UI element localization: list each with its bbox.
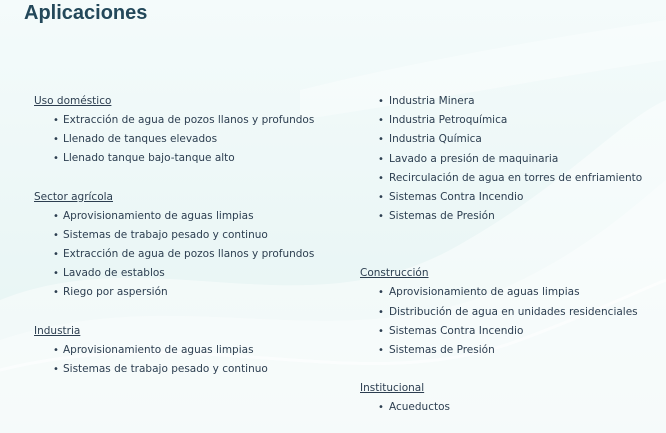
list-construccion <box>360 283 660 360</box>
list-item: • Sistemas Contra Incendio <box>360 188 660 207</box>
list-item: • Sistemas de Presión <box>360 207 660 226</box>
section-title-construccion[interactable]: Construcción <box>360 267 429 280</box>
list-institucional <box>360 398 660 417</box>
list-item: • Distribución de agua en unidades residenciales <box>360 303 660 322</box>
list-item: • Extracción de agua de pozos llanos y profundos <box>34 245 344 264</box>
list-item: • Riego por aspersión <box>34 283 344 302</box>
list-item: • Industria Química <box>360 130 660 149</box>
list-item: • Sistemas de Presión <box>360 341 660 360</box>
list-industria <box>34 341 344 379</box>
list-item: • Aprovisionamiento de aguas limpias <box>34 207 344 226</box>
right-column <box>360 92 660 417</box>
section-title-industria[interactable]: Industria <box>34 324 81 337</box>
list-item: • Llenado de tanques elevados <box>34 130 344 149</box>
list-item: • Acueductos <box>360 398 660 417</box>
list-item: • Recirculación de agua en torres de enfriamiento <box>360 169 660 188</box>
list-item: • Llenado tanque bajo-tanque alto <box>34 149 344 168</box>
list-industria-continued <box>360 92 660 226</box>
section-title-sector-agricola[interactable]: Sector agrícola <box>34 190 113 203</box>
list-item: • Extracción de agua de pozos llanos y profundos <box>34 111 344 130</box>
list-item: • Sistemas de trabajo pesado y continuo <box>34 360 344 379</box>
left-column <box>34 92 344 379</box>
section-title-institucional[interactable]: Institucional <box>360 382 425 395</box>
list-uso-domestico <box>34 111 344 169</box>
list-item: • Lavado a presión de maquinaria <box>360 150 660 169</box>
list-item: • Sistemas de trabajo pesado y continuo <box>34 226 344 245</box>
list-item: • Sistemas Contra Incendio <box>360 322 660 341</box>
list-sector-agricola <box>34 207 344 303</box>
list-item: • Aprovisionamiento de aguas limpias <box>34 341 344 360</box>
list-item: • Aprovisionamiento de aguas limpias <box>360 283 660 302</box>
list-item: • Lavado de establos <box>34 264 344 283</box>
page-title: Aplicaciones <box>24 2 148 24</box>
list-item: • Industria Petroquímica <box>360 111 660 130</box>
section-title-uso-domestico[interactable]: Uso doméstico <box>34 95 112 107</box>
list-item: • Industria Minera <box>360 92 660 111</box>
